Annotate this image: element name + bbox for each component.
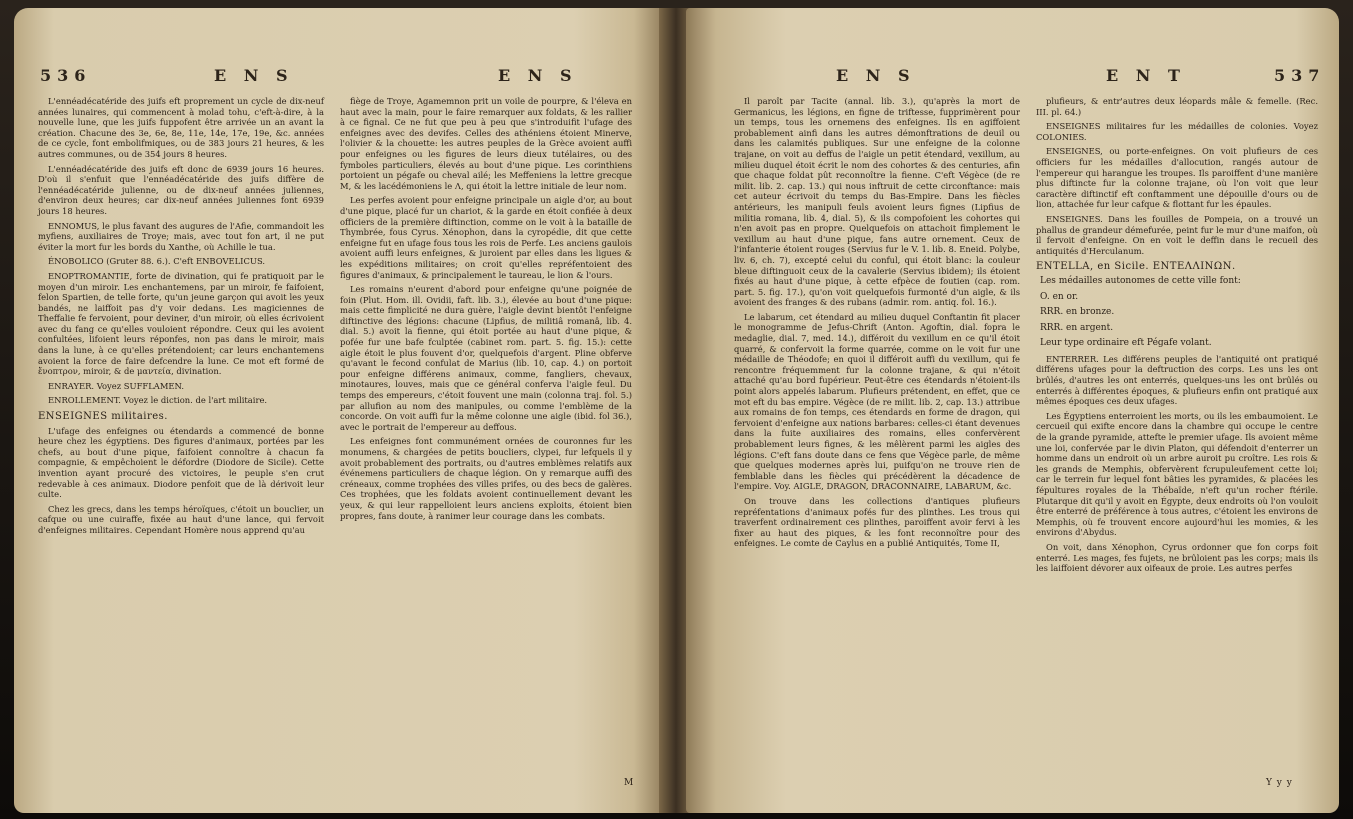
heading-entella: ENTELLA, en Sicile. ΕΝΤΕΛΛΙΝΩΝ. [1036,261,1236,273]
running-head-left-1: E N S [214,66,294,85]
entry-enobolico: ÉNOBOLICO (Gruter 88. 6.). C'eft ENBOVELICUS. [48,256,266,267]
paragraph: Les enfeignes font communément ornées de couronnes fur les monumens, & chargées de petits boucliers, clypei, fur lefquels il y avoit probablement des portraits, ou d'autres emblèmes relatifs aux événemens particuliers de chaque légion. On y remarque auffi des créneaux, comme trophées des villes prifes, ou des becs de galères. Ces trophées, que les foldats avoient continuellement devant les yeux, & qui leur rappelloient leurs anciens exploits, étoient bien propres, fans doute, à ranimer leur courage dans les combats. [340,436,632,521]
right-page-column-2 [1036,96,1318,578]
entry-enseignes-pompeia: ENSEIGNES. Dans les fouilles de Pompeia, on a trouvé un phallus de grandeur démefurée, peint fur le mur d'une maifon, où il fervoit d'enfeigne. On en voit le deffin dans le recueil des antiquités d'Herculanum. [1036,213,1318,256]
left-page [14,8,666,813]
paragraph: Les perfes avoient pour enfeigne principale un aigle d'or, au bout d'une pique, placé fur un chariot, & la garde en étoit confiée à deux officiers de la première diftinction, comme on le voit à la bataille de Thymbrée, fous Cyrus. Xénophon, dans la cyropédie, dit que cette enfeigne fut en ufage fous tous les rois de Perfe. Les anciens gaulois avoient auffi leurs enfeignes, & juroient par elles dans les ligues & les expéditions militaires; on croit qu'elles repréfentoient des figures d'animaux, & principalement le taureau, le lion & l'ours. [340,195,632,280]
right-page [686,8,1339,813]
page-number-right: 537 [1274,66,1326,85]
left-page-column-2 [340,96,632,525]
paragraph: Les Égyptiens enterroient les morts, ou ils les embaumoient. Le cercueil qui exifte encore dans la chambre qui occupe le centre de la grande pyramide, attefte le premier ufage. Ils avoient même une loi, confervée par le divin Platon, qui défendoit d'enterrer un homme dans un endroit où un arbre auroit pu croître. Les rois & les grands de Memphis, obfervèrent fcrupuleufement cette loi; car le terrein fur lequel font bâties les pyramides, & placées les fépultures royales de la Thébaïde, n'eft qu'un rocher ftérile. Plutarque dit qu'il y avoit en Égypte, deux endroits où l'on vouloit être enterré de préférence à tous autres, c'étoient les environs de Memphis, où fe trouvent encore aujourd'hui les momies, & les environs d'Abydus. [1036,410,1318,538]
paragraph: Le labarum, cet étendard au milieu duquel Conftantin fit placer le monogramme de Jefus-Chrift (Anton. Agoftin, dial. fopra le medaglie, dial. 7, med. 14.), différoit du vexillum en ce qu'il étoit quarré, & confervoit la forme quarrée, comme on le voit fur une médaille de Théodofe; en quoi il différoit auffi du vexillum, qui fe rencontre fréquemment fur la colonne trajane, & qui n'étoit attaché qu'au bord fupérieur. Peut-être ces étendards n'étoient-ils point alors appelés labarum. Plufieurs prétendent, en effet, que ce mot eft du bas empire. Végèce (de re milit. lib. 2, cap. 13.) attribue aux romains de fon temps, ces étendards en forme de dragon, qui fervoient d'enfeigne aux nations barbares: celles-ci étant devenues dans la fuite auxiliaires des romains, elles confervèrent probablement leurs fignes, & les mêlèrent parmi les aigles des légions. C'eft fans doute dans ce fens que Végèce parle, de même que quelques modernes après lui, puifqu'on ne trouve rien de femblable dans les fiècles qui précédèrent la décadence de l'empire. Voy. AIGLE, DRAGON, DRACONNAIRE, LABARUM, &c. [734,311,1020,492]
signature-mark-right: Y y y [1266,778,1293,788]
paragraph: L'ennéadécatéride des juifs eft donc de 6939 jours 16 heures. D'où il s'enfuit que l'ennéadécatéride des juifs diffère de l'ennéadécatéride julienne, ou de dix-neuf années juliennes, d'environ deux heures; car dix-neuf années juliennes font 6939 jours 18 heures. [38,163,324,216]
medal-line: RRR. en bronze. [1040,307,1115,318]
running-head-right-1: E N S [836,66,916,85]
paragraph: Chez les grecs, dans les temps héroïques, c'étoit un bouclier, un cafque ou une cuiraffe, fixée au haut d'une lance, qui fervoit d'enfeignes militaires. Cependant Homère nous apprend qu'au [38,503,324,535]
entry-enrayer: ENRAYER. Voyez SUFFLAMEN. [48,380,184,391]
heading-enseignes-militaires: ENSEIGNES militaires. [38,411,168,423]
paragraph: L'ennéadécatéride des juifs eft proprement un cycle de dix-neuf années lunaires, qui commencent à molad tohu, c'eft-à-dire, à la nouvelle lune, que les juifs fuppofent être arrivée un an avant la création. Chacune des 3e, 6e, 8e, 11e, 14e, 17e, 19e, &c. années de ce cycle, font embolifmiques, ou de 383 jours 21 heures, & les autres communes, ou de 354 jours 8 heures. [38,96,324,159]
entry-enseignes-medailles: ENSEIGNES militaires fur les médailles de colonies. Voyez COLONIES. [1036,121,1318,142]
page-number-left: 536 [40,66,92,85]
entry-enrollement: ENROLLEMENT. Voyez le diction. de l'art militaire. [48,395,268,406]
paragraph: On voit, dans Xénophon, Cyrus ordonner que fon corps foit enterré. Les mages, fes fujets, ne brûloient pas les corps; mais ils les laiffoient dévorer aux oifeaux de proie. Les autres perfes [1036,541,1318,574]
medal-line: Leur type ordinaire eft Pégafe volant. [1040,338,1212,349]
medal-line: Les médailles autonomes de cette ville font: [1040,275,1241,286]
left-page-column-1 [38,96,324,540]
entry-porte-enseignes: ENSEIGNES, ou porte-enfeignes. On voit plufieurs de ces officiers fur les médailles d'allocution, rangés autour de l'empereur qui harangue les troupes. Ils paroiffent d'une manière plus diftincte fur la colonne trajane, où l'on voit que leur caractère diftinctif eft conftamment une dépouille d'ours ou de lion, attachée fur leur cafque & flottant fur les épaules. [1036,146,1318,210]
running-head-left-2: E N S [498,66,578,85]
open-book [14,8,1339,813]
entry-enterrer: ENTERRER. Les différens peuples de l'antiquité ont pratiqué différens ufages pour la deftruction des corps. Les uns les ont brûlés, d'autres les ont enterrés, quelques-uns les ont brûlés ou enterrés à différentes époques, & plufieurs enfin ont pratiqué aux mêmes époques ces deux ufages. [1036,353,1318,407]
paragraph: On trouve dans les collections d'antiques plufieurs repréfentations d'animaux pofés fur des plinthes. Les trous qui traverfent ordinairement ces plinthes, paroiffent avoir fervi à les fixer au haut des piques, & les font reconnoître pour des enfeignes. Le comte de Caylus en a publié Antiquités, Tome II, [734,495,1020,549]
entry-ennomus: ENNOMUS, le plus favant des augures de l'Afie, commandoit les myfiens, auxiliaires de Troye; mais, avec tout fon art, il ne put éviter la mort fur les bords du Xanthe, où Achille le tua. [38,220,324,252]
paragraph: Les romains n'eurent d'abord pour enfeigne qu'une poignée de foin (Plut. Hom. ill. Ovidii, faft. lib. 3.), élevée au bout d'une pique: mais cette fimplicité ne dura guère, l'aigle devint bientôt l'enfeigne diftinctive des légions: chacune (Lipfius, de militiâ romanâ, lib. 4. dial. 5.) avoit la fienne, qui étoit portée au haut d'une pique, & pofée fur une bafe fculptée (cabinet rom. part. 5. fig. 15.): cette aigle étoit le plus fouvent d'or, quelquefois d'argent. Pline obferve qu'avant le fecond confulat de Marius (lib. 10, cap. 4.) on portoit pour enfeigne différens animaux, comme, fangliers, chevaux, minotaures, louves, mais que ce général conferva l'aigle feul. Du temps des empereurs, c'étoit fouvent une main (colonna traj. fol. 5.) par allufion au nom des manipules, ou comme l'emblème de la concorde. On voit auffi fur la même colonne une aigle (ibid. fol 36.), avec le portrait de l'empereur au deffous. [340,284,632,432]
entry-enoptromantie: ENOPTROMANTIE, forte de divination, qui fe pratiquoit par le moyen d'un miroir. Les enchantemens, par un miroir, fe faifoient, felon Spartien, de telle forte, qu'un jeune garçon qui avoit les yeux bandés, ne laiffoit pas d'y voir dedans. Les magiciennes de Theffalie fe fervoient, pour deviner, d'un miroir, où elles écrivoient avec du fang ce qu'elles vouloient répondre. Ceux qui les avoient confultées, lifoient leurs réponfes, non pas dans le miroir, mais dans la lune, à ce qu'elles prétendoient; car leurs enchantemens avoient la force de faire defcendre la lune. Ce mot eft formé de ἔνοπτρον, miroir, & de μαντεία, divination. [38,270,324,377]
running-head-right-2: E N T [1106,66,1186,85]
right-page-column-1 [734,96,1020,553]
signature-mark-left: M [624,778,635,788]
medal-line: O. en or. [1040,291,1079,302]
paragraph: fiège de Troye, Agamemnon prit un voile de pourpre, & l'éleva en haut avec la main, pour le faire remarquer aux foldats, & les rallier à ce fignal. Ce ne fut que peu à peu que s'introduifit l'ufage des enfeignes avec des devifes. Celles des athéniens étoient Minerve, l'olivier & la chouette: les autres peuples de la Grèce avoient auffi pour enfeignes ou les figures de leurs dieux tutélaires, ou des fymboles particuliers, élevés au bout d'une pique. Les corinthiens portoient un pégafe ou cheval ailé; les Meffeniens la lettre grecque M, & les lacédémoniens le Λ, qui étoit la lettre initiale de leur nom. [340,96,632,191]
paragraph: plufieurs, & entr'autres deux léopards mâle & femelle. (Rec. III. pl. 64.) [1036,96,1318,117]
paragraph: L'ufage des enfeignes ou étendards a commencé de bonne heure chez les égyptiens. Des figures d'animaux, portées par les chefs, au bout d'une pique, faifoient connoître à chacun fa compagnie, & empêchoient le défordre (Diodore de Sicile). Cette invention ayant procuré des victoires, le peuple s'en crut redevable à ces animaux. Diodore penfoit que de là dérivoit leur culte. [38,425,324,500]
paragraph: Il paroît par Tacite (annal. lib. 3.), qu'après la mort de Germanicus, les légions, en figne de triftesse, fupprimèrent pour un temps, tous les ornemens des enfeignes. Ils en agiffoient probablement ainfi dans les autres démonftrations de deuil ou dans les calamités publiques. Sur une enfeigne de la colonne trajane, on voit au deffus de l'aigle un petit étendard, vexillum, au milieu duquel étoit écrit le nom des cohortes & des centuries, afin que chaque foldat pût reconnoître la fienne. C'eft Végèce (de re milit. lib. 2. cap. 13.) qui nous inftruit de cette circonftance: mais cet auteur écrivoit du temps du Bas-Empire. Dans les fiècles antérieurs, les manipuli feuls avoient leurs fignes (Lipfius de militia romana, lib. 4, dial. 5), & ils compofoient les cohortes qui n'en avoit pas en propre. Quelquefois on attachoit fimplement le vexillum au haut d'une pique, fans autre ornement. Ceux de l'infanterie étoient rouges (Servius fur le V. 1. lib. 8. Eneid. Polybe, liv. 6, ch. 7), excepté celui du conful, qui étoit blanc: la couleur bleue diftinguoit ceux de la cavalerie (Servius ibidem); ils étoient fixés au haut d'une pique, à cette efpèce de foutien (cap. rom. part. 5. fig. 17.), qu'on voit quelquefois furmonté d'un aigle, & ils avoient des franges & des rubans (admir. rom. antiq. fol. 16.). [734,96,1020,308]
medal-line: RRR. en argent. [1040,322,1114,333]
